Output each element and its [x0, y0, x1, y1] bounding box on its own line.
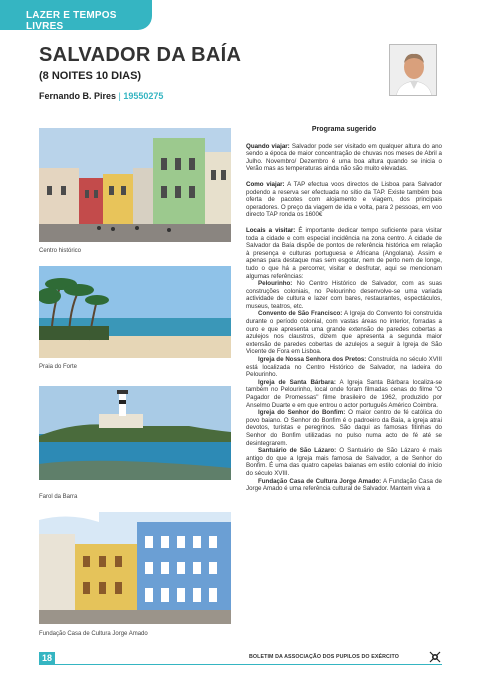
palm-beach-photo [39, 266, 231, 358]
text-convento: A Igreja do Convento foi construída durante o período colonial, com vastas áreas no interior, forradas a ouro e que apresenta uma grande extensão de paredes cobertas a azulejos nos claustros, dizem que apresenta a segunda maior extensão de paredes cobertas de azulejos a seguir à Igreja de São Vicente de Fora em Lisboa. [246, 310, 442, 356]
page-number: 18 [39, 652, 55, 664]
label-lazaro: Santuário de São Lázaro: [258, 447, 337, 455]
label-bonfim: Igreja do Senhor do Bonfim: [258, 409, 346, 417]
text-when: Salvador pode ser visitado em qualquer altura do ano sendo a época de maior concentração de chuvas nos meses de Abril a Julho. Novembro/ Dezembro é uma boa altura quando se inicia o Verão mas as temperaturas ainda não são muito elevadas. [246, 142, 442, 173]
article-text [246, 126, 442, 493]
label-jorge-amado: Fundação Casa de Cultura Jorge Amado: [258, 477, 382, 485]
paragraph-when [246, 143, 442, 173]
photo-praia-do-forte [39, 266, 231, 358]
text-barbara: A Igreja Santa Bárbara localiza-se também no Pelourinho, local onde foram filmadas cenas do filme "O Pagador de Promessas" filme brasileiro de 1962, produzido por Anselmo Duarte e em que entrou o actor português Américo Coimbra. [246, 378, 442, 409]
label-places: Locais a visitar: [246, 226, 296, 234]
author-line [39, 91, 163, 101]
photo-casa-jorge-amado [39, 512, 231, 624]
photo-centro-historico [39, 128, 231, 242]
text-how: A TAP efectua voos directos de Lisboa para Salvador podendo a reserva ser efectuada no sítio da TAP. Existe também boa oferta de pacotes com alojamento e viagem, dos principais operadores. O preço da viagem de ida e volta, para 2 pessoas, em voo directo TAP ronda os 1600€ [246, 180, 442, 219]
photo-caption: Centro histórico [39, 248, 82, 254]
association-emblem-icon [428, 650, 442, 664]
text-places: É importante dedicar tempo suficiente para visitar toda a cidade e com especial incidência na zona centro. A cidade de Salvador da Baía dispõe de pontos de referência histórica em relação à presença e culturas portuguesa e Africana (Angolana). Assim e apenas para destaque mas sem esgotar, nem de perto nem de longe, tudo o que há a percorrer, visitar e desfrutar, aqui se mencionam algumas referências: [246, 226, 442, 280]
paragraph-bonfim [246, 409, 442, 447]
author-id: 19550275 [123, 91, 164, 101]
text-pelourinho: No Centro Histórico de Salvador, com as suas construções coloniais, no Pelourinho desenvolve-se uma variada actividade de cultura e lazer com bares, restaurantes, espectáculos, museus, teatros, etc. [246, 280, 442, 310]
page-title: SALVADOR DA BAÍA [39, 44, 242, 66]
footer-divider [39, 664, 442, 665]
author-separator: | [116, 91, 124, 101]
label-when: Quando viajar: [246, 142, 290, 150]
photo-caption: Farol da Barra [39, 494, 78, 500]
author-portrait-image [390, 45, 437, 96]
label-how: Como viajar: [246, 180, 285, 188]
label-barbara: Igreja de Santa Bárbara: [258, 378, 336, 386]
paragraph-pretos [246, 356, 442, 379]
page-subtitle: (8 NOITES 10 DIAS) [39, 70, 142, 82]
paragraph-lazaro [246, 447, 442, 477]
section-tab [0, 0, 152, 30]
section-label: LAZER E TEMPOS LIVRES [26, 10, 117, 32]
label-pretos: Igreja de Nossa Senhora dos Pretos: [258, 356, 367, 364]
label-pelourinho: Pelourinho: [258, 280, 293, 288]
paragraph-barbara [246, 379, 442, 409]
paragraph-places [246, 227, 442, 280]
photo-farol-da-barra [39, 386, 231, 480]
colonial-buildings-photo [39, 128, 231, 242]
text-bonfim: O maior centro de fé católica do povo baiano. O Senhor do Bonfim é o padroeiro da Baía, a igreja atrai devotos, turistas e peregrinos. São daqui as famosas fitinhas do Senhor do Bonfim utilizadas no pulso numa acto de fé até se desintegrarem. [246, 409, 443, 447]
paragraph-how [246, 181, 442, 219]
text-pretos: Construída no século XVIII está localizada no Centro Histórico de Salvador, na ladeira do Pelourinho. [246, 356, 442, 379]
label-convento: Convento de São Francisco: [258, 310, 343, 318]
footer-publication: BOLETIM DA ASSOCIAÇÃO DOS PUPILOS DO EXÉRCITO [249, 654, 399, 660]
text-jorge-amado: A Fundação Casa de Jorge Amado é uma referência cultural de Salvador. Mantem viva a [246, 477, 442, 493]
paragraph-convento [246, 310, 442, 356]
author-name: Fernando B. Pires [39, 91, 117, 101]
blue-house-photo [39, 512, 231, 624]
paragraph-jorge-amado [246, 478, 442, 493]
lighthouse-photo [39, 386, 231, 480]
photo-caption: Fundação Casa de Cultura Jorge Amado [39, 631, 148, 637]
text-lazaro: O Santuário de São Lázaro é mais antigo do que a Igreja mais famosa de Salvador, a de Senhor do Bonfim. É uma das quatro capelas baianas em estilo colonial do início do século XVIII. [246, 447, 443, 477]
photo-caption: Praia do Forte [39, 364, 78, 370]
paragraph-pelourinho [246, 280, 442, 310]
article-heading: Programa sugerido [311, 126, 377, 133]
author-portrait [389, 44, 437, 96]
